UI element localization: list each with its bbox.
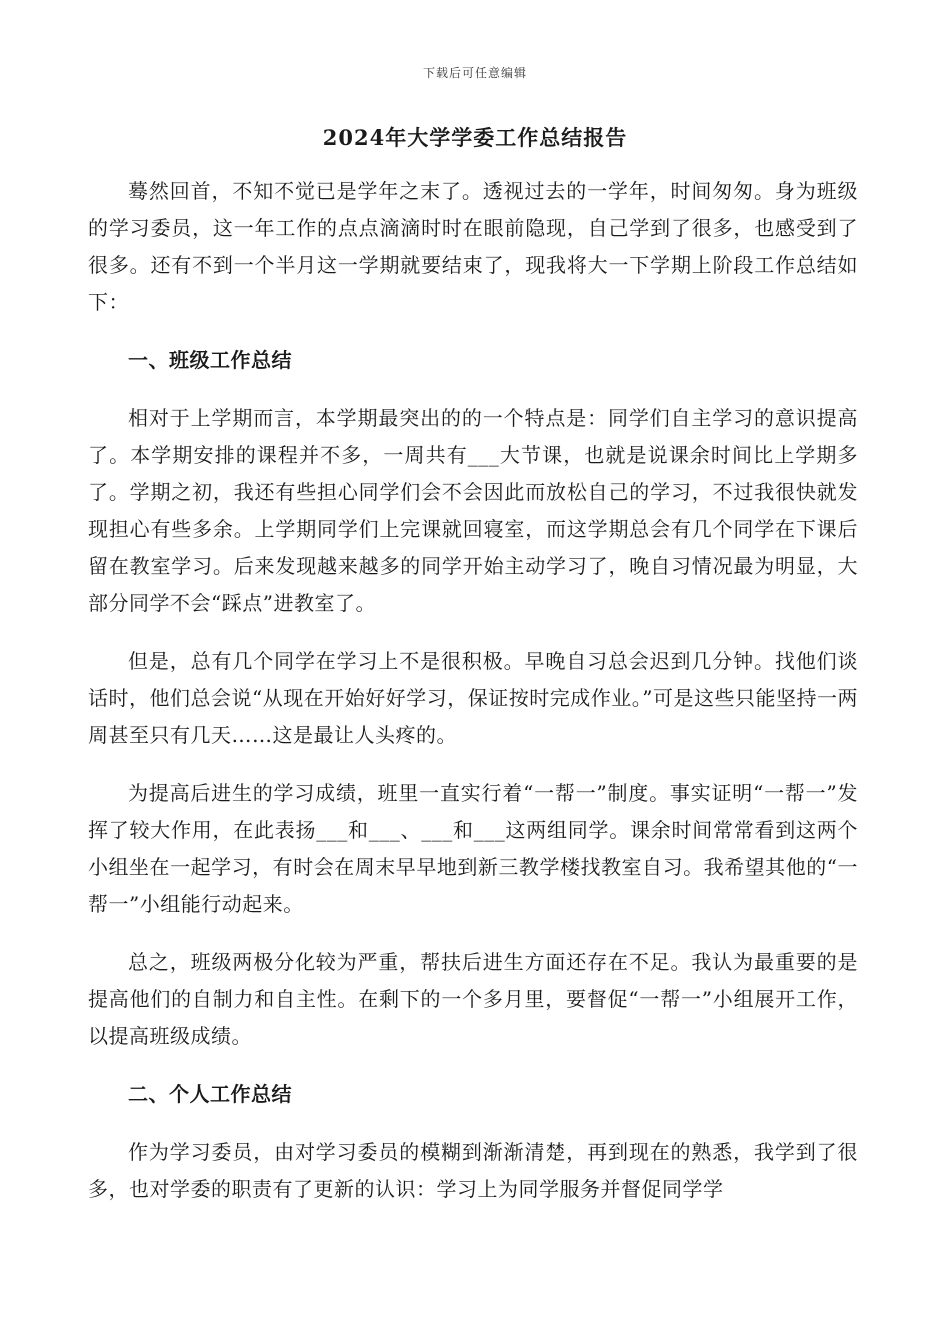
section2-paragraph-1: 作为学习委员，由对学习委员的模糊到渐渐清楚，再到现在的熟悉，我学到了很多，也对学委的职责有了更新的认识：学习上为同学服务并督促同学学 (88, 1140, 858, 1201)
intro-paragraph: 蓦然回首，不知不觉已是学年之末了。透视过去的一学年，时间匆匆。身为班级的学习委员，这一年工作的点点滴滴时时在眼前隐现，自己学到了很多，也感受到了很多。还有不到一个半月这一学期就要结束了，现我将大一下学期上阶段工作总结如下： (88, 179, 858, 314)
section2-heading: 二、个人工作总结 (128, 1082, 292, 1106)
header-note: 下载后可任意编辑 (422, 66, 527, 80)
document-title: 2024年大学学委工作总结报告 (322, 125, 628, 150)
section1-paragraph-2: 但是，总有几个同学在学习上不是很积极。早晚自习总会迟到几分钟。找他们谈话时，他们总会说“从现在开始好好学习，保证按时完成作业。”可是这些只能坚持一两周甚至只有几天……这是最让人头疼的。 (88, 649, 858, 747)
section1-paragraph-3: 为提高后进生的学习成绩，班里一直实行着“一帮一”制度。事实证明“一帮一”发挥了较大作用，在此表扬___和___、___和___这两组同学。课余时间常常看到这两个小组坐在一起学习，有时会在周末早早地到新三教学楼找教室自习。我希望其他的“一帮一”小组能行动起来。 (88, 781, 858, 916)
section1-heading: 一、班级工作总结 (128, 348, 292, 372)
section1-paragraph-1: 相对于上学期而言，本学期最突出的的一个特点是：同学们自主学习的意识提高了。本学期安排的课程并不多，一周共有___大节课，也就是说课余时间比上学期多了。学期之初，我还有些担心同学们会不会因此而放松自己的学习，不过我很快就发现担心有些多余。上学期同学们上完课就回寝室，而这学期总会有几个同学在下课后留在教室学习。后来发现越来越多的同学开始主动学习了，晚自习情况最为明显，大部分同学不会“踩点”进教室了。 (88, 406, 858, 615)
section1-paragraph-4: 总之，班级两极分化较为严重，帮扶后进生方面还存在不足。我认为最重要的是提高他们的自制力和自主性。在剩下的一个多月里，要督促“一帮一”小组展开工作，以提高班级成绩。 (88, 950, 858, 1048)
document-body (88, 173, 858, 1208)
